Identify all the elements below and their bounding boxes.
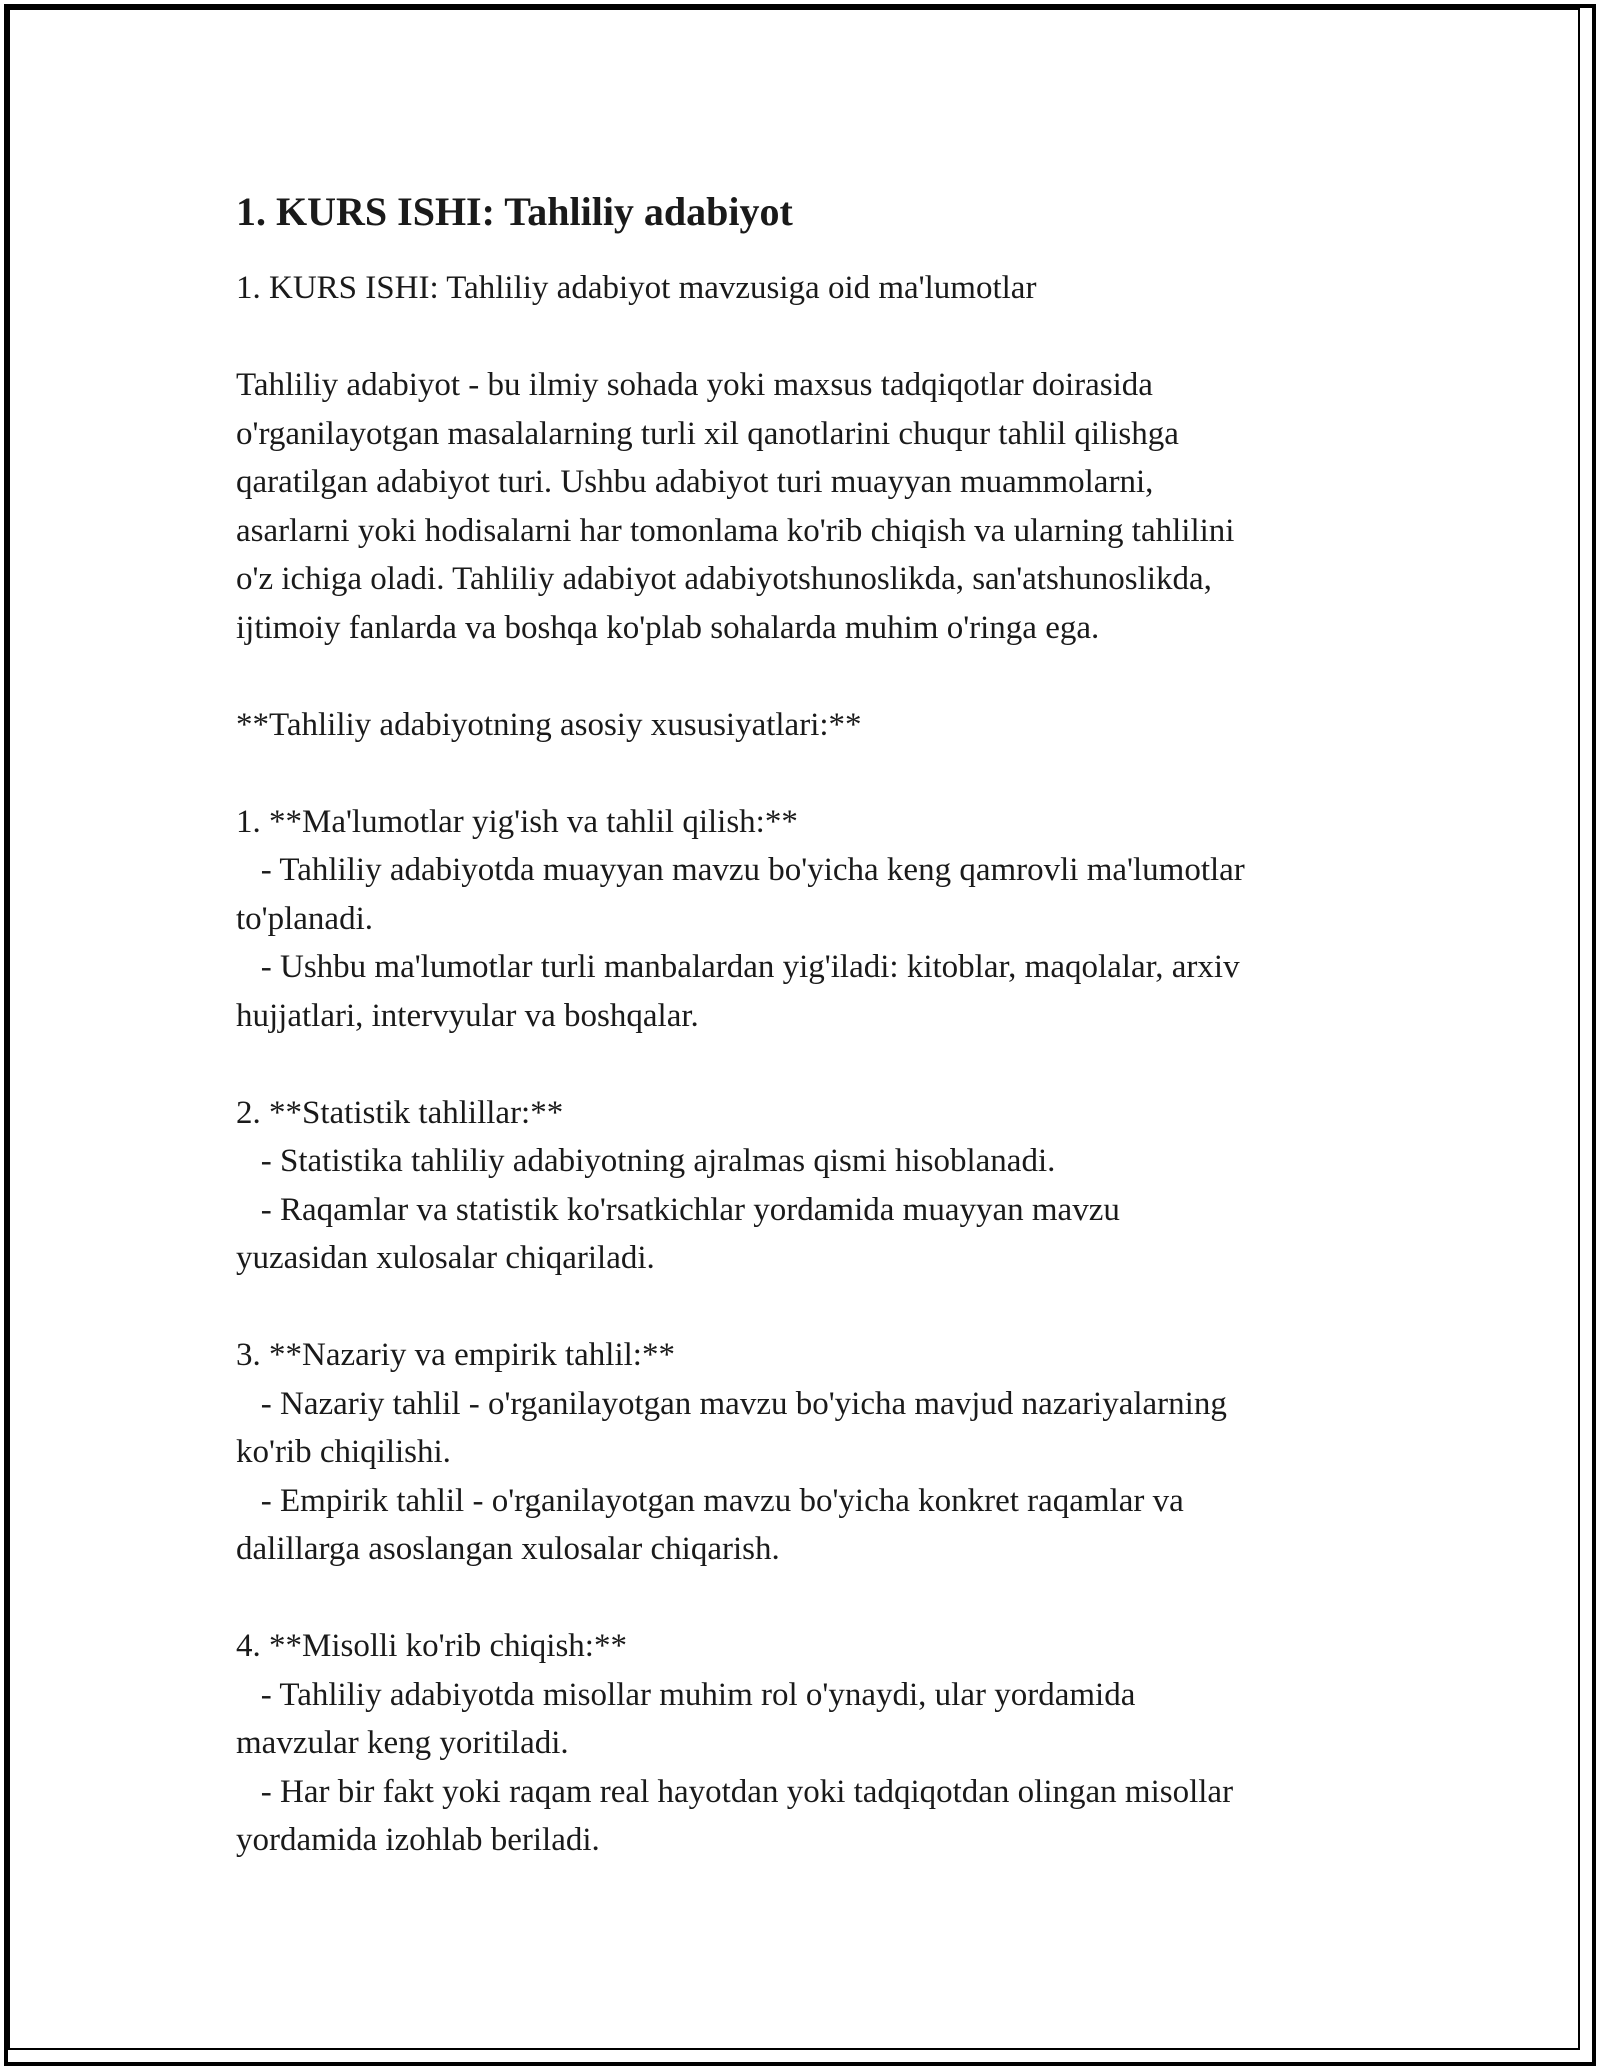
section-1 <box>236 798 1386 1041</box>
section-line: hujjatlari, intervyular va boshqalar. <box>236 997 699 1034</box>
paragraph-gap <box>236 1283 1386 1332</box>
intro-paragraph <box>236 361 1386 652</box>
section-line: - Ushbu ma'lumotlar turli manbalardan yig'iladi: kitoblar, maqolalar, arxiv <box>236 949 1240 985</box>
section-line: ko'rib chiqilishi. <box>236 1434 451 1470</box>
paragraph-gap <box>236 1040 1386 1089</box>
intro-line: ijtimoiy fanlarda va boshqa ko'plab sohalarda muhim o'ringa ega. <box>236 609 1100 646</box>
intro-line: o'rganilayotgan masalalarning turli xil qanotlarini chuqur tahlil qilishga <box>236 415 1179 452</box>
section-2 <box>236 1089 1386 1283</box>
features-heading: **Tahliliy adabiyotning asosiy xususiyatlari:** <box>236 706 862 743</box>
section-line: - Raqamlar va statistik ko'rsatkichlar yordamida muayyan mavzu <box>236 1191 1120 1228</box>
document-body <box>236 186 1386 1865</box>
page-title: 1. KURS ISHI: Tahliliy adabiyot <box>236 189 793 234</box>
section-line: dalillarga asoslangan xulosalar chiqarish. <box>236 1531 780 1567</box>
section-heading: 1. **Ma'lumotlar yig'ish va tahlil qilish:** <box>236 803 798 840</box>
section-line: - Nazariy tahlil - o'rganilayotgan mavzu bo'yicha mavjud nazariyalarning <box>236 1385 1227 1422</box>
paragraph-gap <box>236 749 1386 798</box>
section-heading: 3. **Nazariy va empirik tahlil:** <box>236 1337 675 1373</box>
section-line: mavzular keng yoritiladi. <box>236 1725 569 1761</box>
section-line: - Statistika tahliliy adabiyotning ajralmas qismi hisoblanadi. <box>236 1143 1056 1179</box>
section-line: yuzasidan xulosalar chiqariladi. <box>236 1240 655 1276</box>
intro-line: Tahliliy adabiyot - bu ilmiy sohada yoki maxsus tadqiqotlar doirasida <box>236 367 1153 403</box>
intro-line: o'z ichiga oladi. Tahliliy adabiyot adabiyotshunoslikda, san'atshunoslikda, <box>236 561 1212 597</box>
section-line: - Empirik tahlil - o'rganilayotgan mavzu bo'yicha konkret raqamlar va <box>236 1482 1184 1519</box>
paragraph-gap <box>236 652 1386 701</box>
section-heading: 2. **Statistik tahlillar:** <box>236 1094 564 1131</box>
section-line: yordamida izohlab beriladi. <box>236 1822 600 1858</box>
document-subtitle: 1. KURS ISHI: Tahliliy adabiyot mavzusiga oid ma'lumotlar <box>236 270 1037 306</box>
section-line: - Tahliliy adabiyotda misollar muhim rol o'ynaydi, ular yordamida <box>236 1676 1136 1713</box>
section-3 <box>236 1331 1386 1574</box>
section-line: - Har bir fakt yoki raqam real hayotdan yoki tadqiqotdan olingan misollar <box>236 1773 1234 1810</box>
paragraph-gap <box>236 313 1386 362</box>
section-line: to'planadi. <box>236 900 373 937</box>
section-heading: 4. **Misolli ko'rib chiqish:** <box>236 1628 627 1664</box>
section-4 <box>236 1622 1386 1865</box>
intro-line: asarlarni yoki hodisalarni har tomonlama ko'rib chiqish va ularning tahlilini <box>236 512 1235 549</box>
intro-line: qaratilgan adabiyot turi. Ushbu adabiyot turi muayyan muammolarni, <box>236 464 1154 500</box>
paragraph-gap <box>236 1574 1386 1623</box>
section-line: - Tahliliy adabiyotda muayyan mavzu bo'yicha keng qamrovli ma'lumotlar <box>236 852 1245 888</box>
